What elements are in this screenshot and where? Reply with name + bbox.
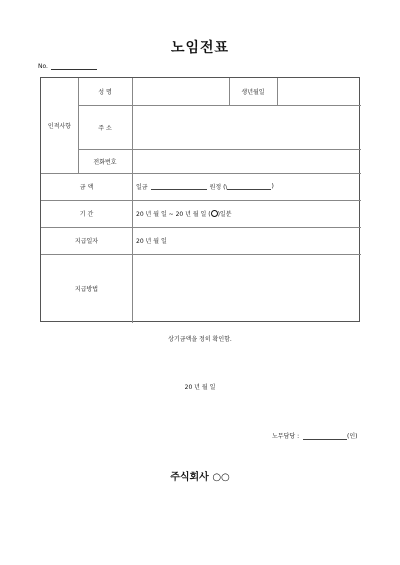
signature-blank[interactable] <box>303 433 347 440</box>
document-date[interactable]: 20 년 월 일 <box>184 384 216 391</box>
amount-label: 금 액 <box>79 184 94 191</box>
birthdate-field[interactable] <box>277 78 361 105</box>
amount-suffix: 원정 (\ <box>209 184 228 191</box>
pay-date-label: 지급일자 <box>74 238 99 245</box>
address-field[interactable] <box>132 105 361 149</box>
confirmation-text: 상기금액을 정히 확인함. <box>168 336 232 343</box>
seal-mark: (인) <box>347 433 358 440</box>
name-label: 성 명 <box>98 89 112 96</box>
name-field[interactable] <box>132 78 229 105</box>
pay-method-label: 지급방법 <box>74 286 99 293</box>
company-suffix: ○○ <box>212 472 230 483</box>
pay-method-field[interactable] <box>132 254 361 323</box>
period-label: 기 간 <box>79 211 94 218</box>
period-value: 20 년 월 일 ~ 20 년 월 일 ( <box>136 211 211 218</box>
company-name: 주식회사 <box>170 472 209 483</box>
no-blank[interactable] <box>51 63 97 70</box>
wage-form-table <box>40 77 360 322</box>
period-field[interactable] <box>136 200 361 227</box>
phone-label: 전화번호 <box>93 158 117 166</box>
amount-blank[interactable] <box>151 183 207 190</box>
address-label: 주 소 <box>98 124 112 132</box>
document-number <box>38 63 97 70</box>
amount-number-blank[interactable] <box>227 183 274 190</box>
pay-date-field[interactable]: 20 년 월 일 <box>136 238 167 245</box>
days-circle-icon <box>211 210 218 217</box>
birthdate-label: 생년월일 <box>241 89 265 96</box>
no-label: No. <box>38 63 48 70</box>
personal-info-header: 인적사항 <box>47 123 72 130</box>
signature-line <box>272 431 358 440</box>
period-days: )일분 <box>217 211 232 218</box>
amount-field[interactable] <box>136 173 361 200</box>
document-title: 노임전표 <box>170 40 230 56</box>
amount-close: ) <box>271 183 274 190</box>
amount-prefix: 일금 <box>136 184 148 191</box>
phone-field[interactable] <box>132 149 361 173</box>
company-footer <box>0 468 400 483</box>
signature-label: 노무담당 : <box>272 433 300 440</box>
